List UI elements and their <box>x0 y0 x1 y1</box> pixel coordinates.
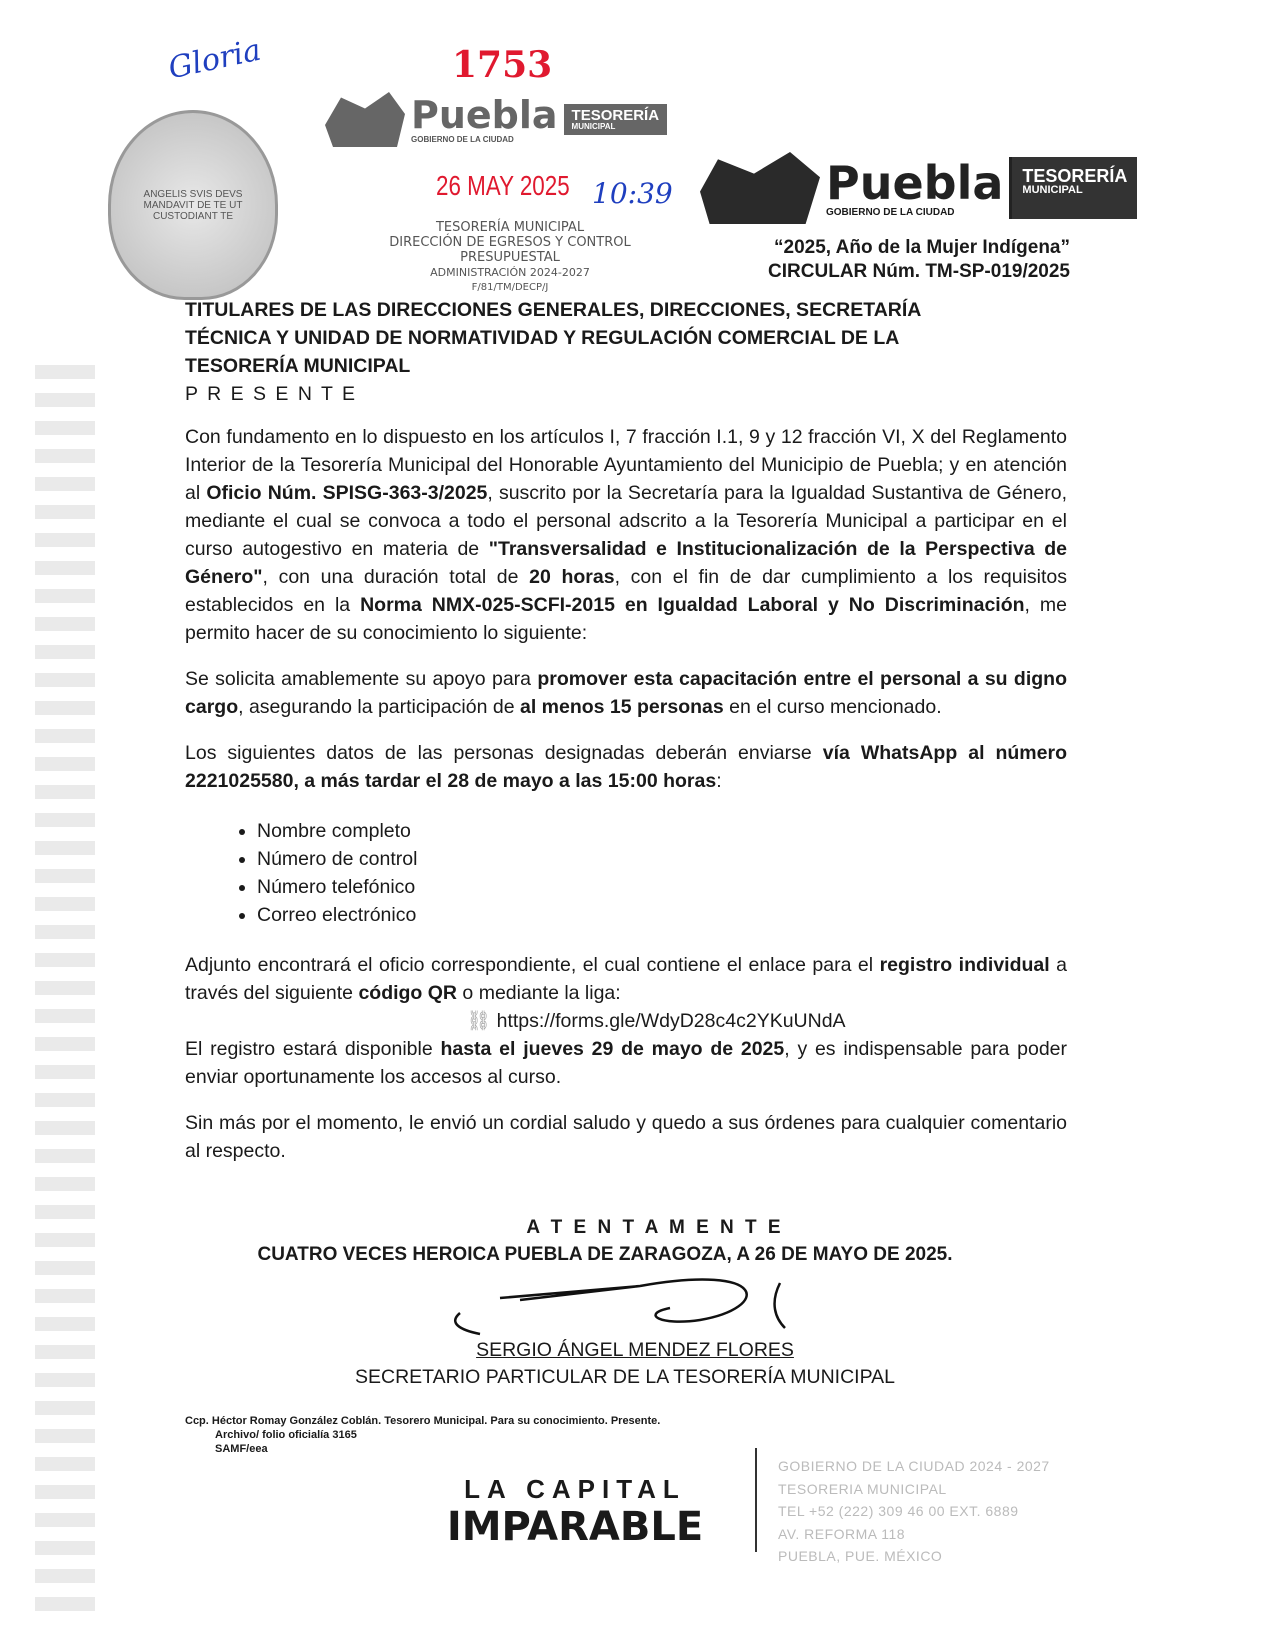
stamp-logo-dept: TESORERÍA <box>571 107 660 124</box>
text: , con una duración total de <box>262 566 530 588</box>
paragraph-2 <box>185 665 1067 721</box>
stamp-line: TESORERÍA MUNICIPAL <box>435 220 585 235</box>
stamp-line: ADMINISTRACIÓN 2024-2027 <box>430 266 590 279</box>
footer-line: TESORERIA MUNICIPAL <box>778 1480 947 1497</box>
footer-logo-line2: IMPARABLE <box>446 1504 704 1550</box>
paragraph-6: Sin más por el momento, le envió un cordial saludo y quedo a sus órdenes para cualquier comentario al respecto. <box>185 1112 1067 1162</box>
text: , me permito hacer de su conocimiento lo siguiente: <box>185 594 1067 644</box>
logo-city: Puebla <box>826 155 1004 210</box>
presente: P R E S E N T E <box>185 383 357 405</box>
cc-line: Ccp. Héctor Romay González Coblán. Tesorero Municipal. Para su conocimiento. Presente. <box>185 1415 661 1427</box>
footer-logo <box>420 1474 730 1549</box>
link-icon: ⛓ <box>466 1010 497 1032</box>
text: , suscrito por la Secretaría para la Igualdad Sustantiva de Género, mediante el cual se convoca a todo el personal adscrito a la Tesorería Municipal a participar en el curso autogestivo en materia de <box>185 482 1067 560</box>
circular-number: CIRCULAR Núm. TM-SP-019/2025 <box>768 261 1070 282</box>
addressee <box>185 296 1065 408</box>
received-date: 26 MAY 2025 <box>436 170 570 201</box>
received-stamp-text <box>360 220 660 295</box>
cc-line: Archivo/ folio oficialía 3165 <box>215 1429 357 1441</box>
text-bold: al menos 15 personas <box>519 696 724 718</box>
list-item: • Número de control <box>257 845 1067 873</box>
closing: A T E N T A M E N T E <box>526 1217 784 1238</box>
text: en el curso mencionado. <box>723 696 942 718</box>
addressee-text: TITULARES DE LAS DIRECCIONES GENERALES, DIRECCIONES, SECRETARÍA TÉCNICA Y UNIDAD DE NORMATIVIDAD Y REGULACIÓN COMERCIAL DE LA TESORERÍA MUNICIPAL <box>185 299 921 377</box>
registration-link[interactable]: https://forms.gle/WdyD28c4c2YKuUNdA <box>496 1010 846 1032</box>
paragraph-4 <box>185 951 1067 1007</box>
text: , y es indispensable para poder enviar oportunamente los accesos al curso. <box>185 1038 1068 1088</box>
text: a través del siguiente <box>185 954 1067 1004</box>
handwritten-name: Gloria <box>165 32 265 87</box>
paragraph-5 <box>185 1035 1067 1091</box>
logo-dept: TESORERÍA <box>1022 166 1128 186</box>
signature <box>440 1268 840 1336</box>
footer-divider <box>755 1448 757 1552</box>
text: Los siguientes datos de las personas designadas deberán enviarse <box>185 742 823 764</box>
cc-list <box>185 1414 660 1456</box>
stamp-line: PRESUPUESTAL <box>460 250 560 265</box>
text-bold: 20 horas <box>529 566 615 588</box>
text-bold: registro individual <box>879 954 1050 976</box>
seal-text: ANGELIS SVIS DEVS MANDAVIT DE TE UT CUSTODIANT TE <box>143 188 243 222</box>
footer-logo-line1: LA CAPITAL <box>464 1474 686 1504</box>
stamp-logo-sub: MUNICIPAL <box>571 122 616 131</box>
signer-name: SERGIO ÁNGEL MENDEZ FLORES <box>476 1339 794 1361</box>
text-bold: "Transversalidad e Institucionalización de la Perspectiva de Género" <box>185 538 1067 588</box>
stamp-logo-city: Puebla <box>411 93 558 137</box>
header-logo <box>700 152 1137 224</box>
footer-line: PUEBLA, PUE. MÉXICO <box>778 1548 943 1564</box>
stamp-logo-gov: GOBIERNO DE LA CIUDAD <box>411 135 514 144</box>
footer-line: TEL +52 (222) 309 46 00 EXT. 6889 <box>778 1503 1019 1519</box>
text-bold: Oficio Núm. SPISG-363-3/2025 <box>206 482 488 504</box>
text: El registro estará disponible <box>185 1038 441 1060</box>
letter-body <box>185 423 1067 1165</box>
footer-contact <box>778 1455 1050 1568</box>
text-bold: vía WhatsApp al número 2221025580, a más tardar el 28 de mayo a las 15:00 horas <box>185 742 1067 792</box>
list-item: • Número telefónico <box>257 873 1067 901</box>
decorative-border-pattern <box>35 365 95 1625</box>
municipal-seal <box>108 110 278 300</box>
received-time: 10:39 <box>592 177 673 210</box>
paragraph-1 <box>185 423 1067 647</box>
text: Con fundamento en lo dispuesto en los artículos I, 7 fracción I.1, 9 y 12 fracción VI, X del Reglamento Interior de la Tesorería Municipal del Honorable Ayuntamiento del Municipio de Puebla; y en atención al <box>185 426 1067 504</box>
footer-line: AV. REFORMA 118 <box>778 1525 906 1542</box>
text: o mediante la liga: <box>457 982 621 1004</box>
stamp-line: DIRECCIÓN DE EGRESOS Y CONTROL <box>389 235 631 250</box>
paragraph-3 <box>185 739 1067 795</box>
text-bold: hasta el jueves 29 de mayo de 2025 <box>440 1038 785 1060</box>
stamp-line: F/81/TM/DECP/J <box>471 282 549 293</box>
text-bold: promover esta capacitación entre el personal a su digno cargo <box>185 668 1067 718</box>
list-item: • Correo electrónico <box>257 901 1067 929</box>
signer-title: SECRETARIO PARTICULAR DE LA TESORERÍA MUNICIPAL <box>355 1366 895 1388</box>
footer-line: GOBIERNO DE LA CIUDAD 2024 - 2027 <box>778 1458 1050 1474</box>
text: : <box>716 770 722 792</box>
place-date: CUATRO VECES HEROICA PUEBLA DE ZARAGOZA, A 26 DE MAYO DE 2025. <box>257 1244 953 1265</box>
text-bold: Norma NMX-025-SCFI-2015 en Igualdad Laboral y No Discriminación <box>360 594 1025 616</box>
text: Se solicita amablemente su apoyo para <box>185 668 538 690</box>
logo-sub: MUNICIPAL <box>1022 184 1083 196</box>
list-item: • Nombre completo <box>257 817 1067 845</box>
text: Adjunto encontrará el oficio correspondiente, el cual contiene el enlace para el <box>185 954 880 976</box>
required-data-list <box>257 817 1067 929</box>
puebla-emblem-icon <box>700 152 820 224</box>
cc-line: SAMF/eea <box>215 1443 268 1455</box>
text-bold: código QR <box>358 982 458 1004</box>
year-motto: “2025, Año de la Mujer Indígena” <box>774 237 1070 258</box>
logo-gov: GOBIERNO DE LA CIUDAD <box>826 206 955 218</box>
text: , con el fin de dar cumplimiento a los requisitos establecidos en la <box>185 566 1067 616</box>
stamp-logo <box>325 92 667 147</box>
folio-number: 1753 <box>452 44 553 86</box>
puebla-emblem-icon <box>325 92 405 147</box>
text: , asegurando la participación de <box>238 696 520 718</box>
